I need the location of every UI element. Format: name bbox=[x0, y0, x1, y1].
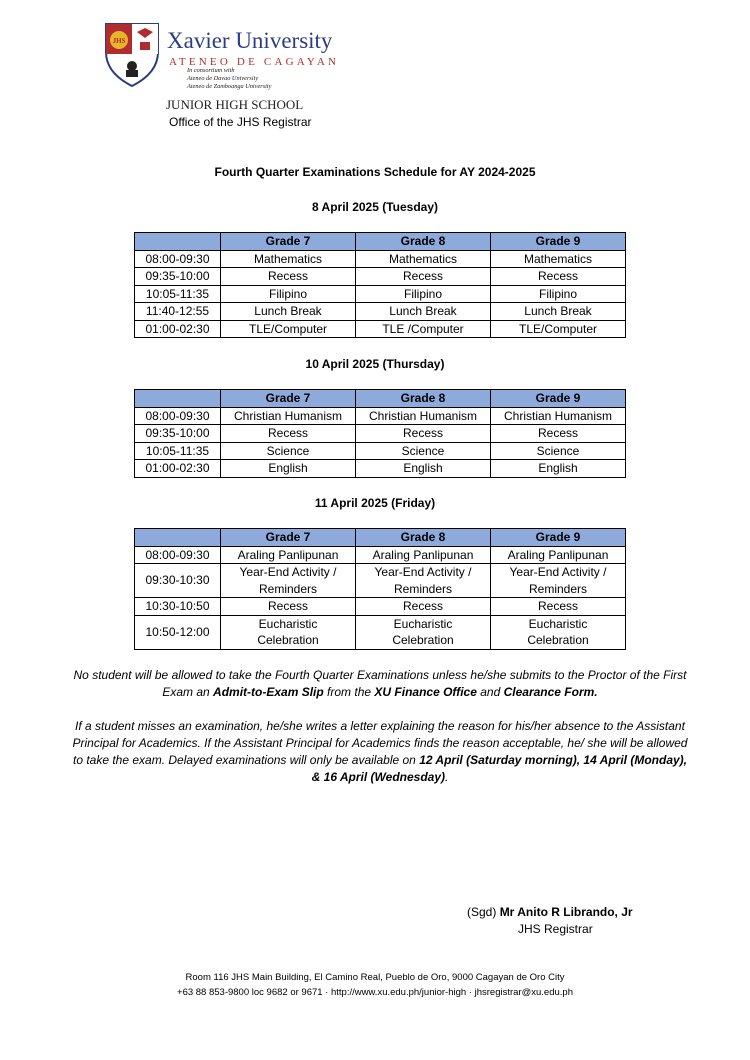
subject-cell: Lunch Break bbox=[491, 303, 626, 321]
table-header-row bbox=[135, 390, 626, 408]
subject-cell: Filipino bbox=[221, 285, 356, 303]
consortium-line: Ateneo de Zamboanga University bbox=[187, 82, 272, 90]
table-row bbox=[135, 615, 626, 649]
time-header-cell bbox=[135, 390, 221, 408]
notice-emphasis: Clearance Form. bbox=[503, 685, 598, 699]
day-title: 10 April 2025 (Thursday) bbox=[305, 357, 445, 371]
grade-header-cell: Grade 8 bbox=[356, 529, 491, 547]
subject-cell: Recess bbox=[491, 598, 626, 616]
subject-cell: Filipino bbox=[356, 285, 491, 303]
day-title: 8 April 2025 (Tuesday) bbox=[311, 200, 439, 214]
subject-cell: Science bbox=[221, 442, 356, 460]
table-row bbox=[135, 564, 626, 598]
subject-cell: Mathematics bbox=[491, 250, 626, 268]
signatory-name: Mr Anito R Librando, Jr bbox=[499, 905, 633, 919]
notice-emphasis: XU Finance Office bbox=[374, 685, 477, 699]
table-row bbox=[135, 320, 626, 338]
subject-cell: English bbox=[356, 460, 491, 478]
grade-header-cell: Grade 7 bbox=[221, 233, 356, 251]
time-cell: 10:50-12:00 bbox=[135, 615, 221, 649]
subject-cell: Filipino bbox=[491, 285, 626, 303]
school-name: JUNIOR HIGH SCHOOL bbox=[166, 97, 304, 112]
subject-cell: Science bbox=[356, 442, 491, 460]
subject-cell: TLE /Computer bbox=[356, 320, 491, 338]
signature-prefix: (Sgd) bbox=[467, 905, 500, 919]
notice-text: No student will be allowed to take the Fourth Quarter Examinations unless he/she submits to the Proctor of the First Exam an bbox=[73, 668, 687, 699]
grade-header-cell: Grade 7 bbox=[221, 529, 356, 547]
subject-cell: Araling Panlipunan bbox=[221, 546, 356, 564]
grade-header-cell: Grade 7 bbox=[221, 390, 356, 408]
table-header-row bbox=[135, 529, 626, 547]
subject-cell: Recess bbox=[356, 268, 491, 286]
schedule-table bbox=[134, 232, 626, 338]
table-row bbox=[135, 460, 626, 478]
subject-cell: Recess bbox=[356, 425, 491, 443]
footer-contact: +63 88 853-9800 loc 9682 or 9671 · http://www.xu.edu.ph/junior-high · jhsregistrar@xu.edu.ph bbox=[177, 986, 573, 998]
time-cell: 09:35-10:00 bbox=[135, 268, 221, 286]
notice-emphasis: Admit-to-Exam Slip bbox=[213, 685, 324, 699]
footer-address: Room 116 JHS Main Building, El Camino Real, Pueblo de Oro, 9000 Cagayan de Oro City bbox=[185, 972, 565, 983]
time-cell: 08:00-09:30 bbox=[135, 407, 221, 425]
subject-cell: Araling Panlipunan bbox=[356, 546, 491, 564]
document-title: Fourth Quarter Examinations Schedule for AY 2024-2025 bbox=[214, 165, 536, 179]
footer bbox=[0, 971, 750, 1000]
subject-cell: Lunch Break bbox=[221, 303, 356, 321]
time-header-cell bbox=[135, 529, 221, 547]
consortium-line: Ateneo de Davao University bbox=[187, 74, 259, 82]
time-cell: 10:30-10:50 bbox=[135, 598, 221, 616]
subject-cell: Year-End Activity / Reminders bbox=[356, 564, 491, 598]
subject-cell: Mathematics bbox=[356, 250, 491, 268]
time-cell: 09:30-10:30 bbox=[135, 564, 221, 598]
signatory-role: JHS Registrar bbox=[518, 922, 593, 936]
grade-header-cell: Grade 9 bbox=[491, 390, 626, 408]
table-header-row bbox=[135, 233, 626, 251]
subject-cell: Science bbox=[491, 442, 626, 460]
time-cell: 11:40-12:55 bbox=[135, 303, 221, 321]
table-row bbox=[135, 285, 626, 303]
schedule-table bbox=[134, 528, 626, 650]
subject-cell: English bbox=[221, 460, 356, 478]
time-cell: 08:00-09:30 bbox=[135, 250, 221, 268]
time-cell: 10:05-11:35 bbox=[135, 285, 221, 303]
subject-cell: Araling Panlipunan bbox=[491, 546, 626, 564]
table-row bbox=[135, 250, 626, 268]
notice-text: . bbox=[445, 770, 449, 784]
time-cell: 09:35-10:00 bbox=[135, 425, 221, 443]
missed-exam-notice bbox=[70, 718, 690, 786]
day-title: 11 April 2025 (Friday) bbox=[314, 496, 436, 510]
notice-text: and bbox=[476, 685, 504, 699]
subject-cell: Recess bbox=[221, 598, 356, 616]
subject-cell: Christian Humanism bbox=[221, 407, 356, 425]
notice-text: If a student misses an examination, he/she writes a letter explaining the reason for his/her absence to the Assistant Principal for Academics. If the Assistant Principal for Academics finds the reason acceptable, he/ she will be allowed to take the exam. Delayed examinations will only be available on bbox=[72, 719, 688, 767]
grade-header-cell: Grade 9 bbox=[491, 233, 626, 251]
table-row bbox=[135, 303, 626, 321]
letterhead bbox=[104, 22, 404, 132]
table-row bbox=[135, 598, 626, 616]
time-cell: 10:05-11:35 bbox=[135, 442, 221, 460]
xu-crest-icon bbox=[104, 22, 160, 88]
subject-cell: Lunch Break bbox=[356, 303, 491, 321]
time-cell: 01:00-02:30 bbox=[135, 460, 221, 478]
subject-cell: Mathematics bbox=[221, 250, 356, 268]
time-header-cell bbox=[135, 233, 221, 251]
consortium-note bbox=[187, 67, 271, 90]
grade-header-cell: Grade 8 bbox=[356, 390, 491, 408]
subject-cell: Recess bbox=[221, 268, 356, 286]
consortium-line: In consortium with bbox=[187, 67, 235, 74]
subject-cell: Year-End Activity / Reminders bbox=[491, 564, 626, 598]
table-row bbox=[135, 268, 626, 286]
time-cell: 01:00-02:30 bbox=[135, 320, 221, 338]
office-name: Office of the JHS Registrar bbox=[169, 115, 312, 129]
crest-label: JHS bbox=[112, 37, 126, 45]
subject-cell: Eucharistic Celebration bbox=[491, 615, 626, 649]
subject-cell: Recess bbox=[491, 425, 626, 443]
subject-cell: Eucharistic Celebration bbox=[356, 615, 491, 649]
subject-cell: Year-End Activity / Reminders bbox=[221, 564, 356, 598]
signature-block bbox=[467, 904, 633, 938]
subject-cell: Recess bbox=[221, 425, 356, 443]
notice-emphasis: 12 April (Saturday morning), 14 April (Monday), & 16 April (Wednesday) bbox=[311, 753, 687, 784]
grade-header-cell: Grade 8 bbox=[356, 233, 491, 251]
university-name: Xavier University bbox=[167, 28, 333, 53]
subject-cell: English bbox=[491, 460, 626, 478]
subject-cell: TLE/Computer bbox=[491, 320, 626, 338]
subject-cell: Recess bbox=[491, 268, 626, 286]
admission-notice bbox=[70, 667, 690, 701]
table-row bbox=[135, 425, 626, 443]
subject-cell: Christian Humanism bbox=[491, 407, 626, 425]
subject-cell: Eucharistic Celebration bbox=[221, 615, 356, 649]
grade-header-cell: Grade 9 bbox=[491, 529, 626, 547]
subject-cell: TLE/Computer bbox=[221, 320, 356, 338]
subject-cell: Christian Humanism bbox=[356, 407, 491, 425]
schedule-table bbox=[134, 389, 626, 478]
subject-cell: Recess bbox=[356, 598, 491, 616]
notice-text: from the bbox=[323, 685, 375, 699]
table-row bbox=[135, 442, 626, 460]
time-cell: 08:00-09:30 bbox=[135, 546, 221, 564]
table-row bbox=[135, 407, 626, 425]
ateneo-subtitle: ATENEO DE CAGAYAN bbox=[169, 56, 340, 68]
table-row bbox=[135, 546, 626, 564]
